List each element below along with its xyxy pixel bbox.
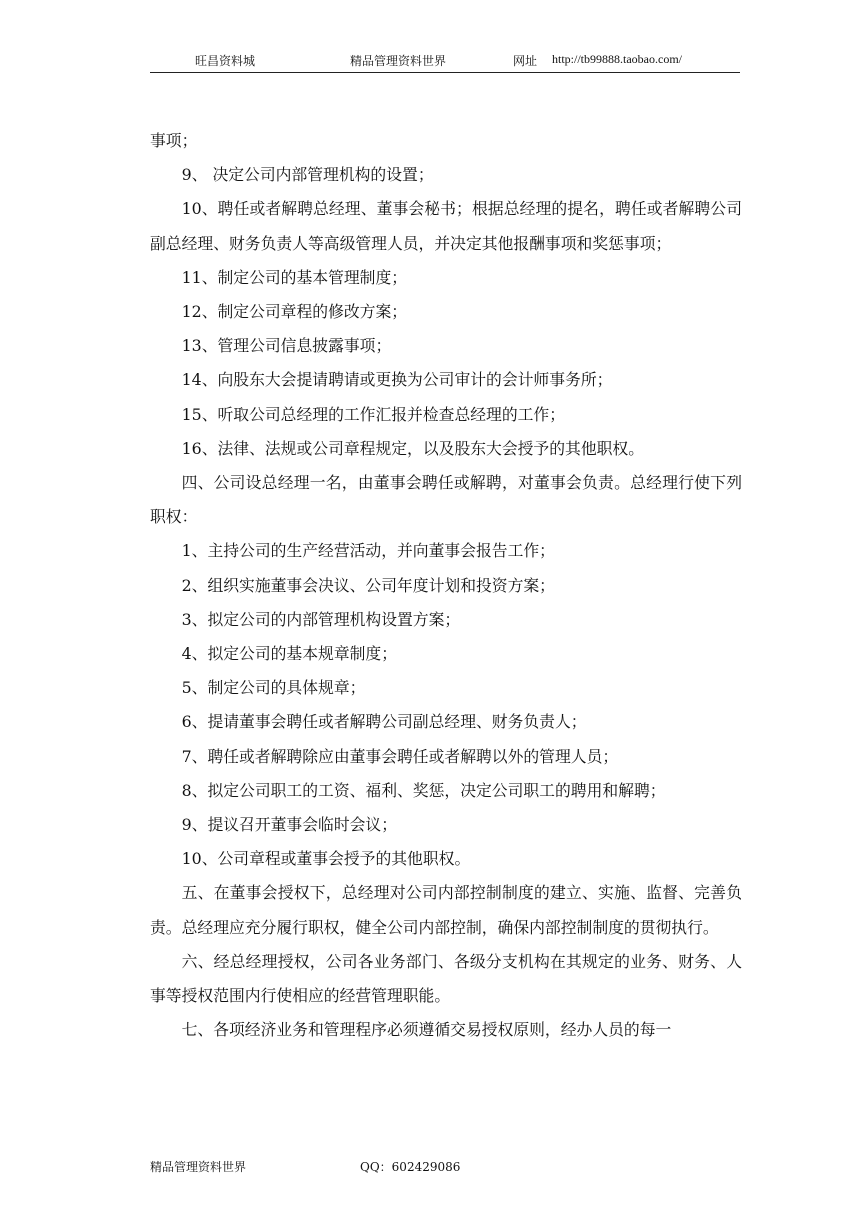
paragraph: 11、制定公司的基本管理制度； (181, 267, 408, 287)
paragraph: 五、在董事会授权下，总经理对公司内部控制制度的建立、实施、监督、完善负责。总经理应充分履行职权，健全公司内部控制，确保内部控制制度的贯彻执行。 (150, 883, 742, 937)
paragraph: 5、制定公司的具体规章； (181, 678, 366, 698)
footer-site-name: 精品管理资料世界 (150, 1160, 247, 1174)
paragraph: 9、 决定公司内部管理机构的设置； (181, 165, 434, 185)
paragraph: 8、拟定公司职工的工资、福利、奖惩，决定公司职工的聘用和解聘； (181, 780, 666, 800)
paragraph: 16、法律、法规或公司章程规定，以及股东大会授予的其他职权。 (181, 438, 645, 458)
paragraph: 10、聘任或者解聘总经理、董事会秘书；根据总经理的提名，聘任或者解聘公司副总经理、财务负责人等高级管理人员，并决定其他报酬事项和奖惩事项； (150, 199, 742, 253)
paragraph: 3、拟定公司的内部管理机构设置方案； (181, 609, 461, 629)
header-url: http://tb99888.taobao.com/ (552, 52, 682, 66)
document-body (150, 124, 742, 1047)
paragraph: 4、拟定公司的基本规章制度； (181, 644, 398, 664)
page-header (150, 50, 740, 73)
paragraph: 四、公司设总经理一名，由董事会聘任或解聘，对董事会负责。总经理行使下列职权： (150, 473, 742, 527)
paragraph: 事项； (150, 131, 198, 150)
paragraph: 14、向股东大会提请聘请或更换为公司审计的会计师事务所； (181, 370, 613, 390)
paragraph: 6、提请董事会聘任或者解聘公司副总经理、财务负责人； (181, 712, 587, 732)
paragraph: 七、各项经济业务和管理程序必须遵循交易授权原则，经办人员的每一 (181, 1020, 672, 1040)
paragraph: 9、提议召开董事会临时会议； (181, 815, 398, 835)
paragraph: 15、听取公司总经理的工作汇报并检查总经理的工作； (181, 404, 566, 424)
paragraph: 13、管理公司信息披露事项； (181, 336, 392, 356)
paragraph: 1、主持公司的生产经营活动，并向董事会报告工作； (181, 541, 555, 561)
header-site-name: 旺昌资料城 (195, 54, 256, 68)
paragraph: 2、组织实施董事会决议、公司年度计划和投资方案； (181, 575, 555, 595)
header-title: 精品管理资料世界 (350, 54, 447, 68)
header-url-label: 网址 (513, 54, 538, 68)
paragraph: 10、公司章程或董事会授予的其他职权。 (181, 849, 471, 869)
footer-qq: QQ：602429086 (360, 1160, 461, 1174)
paragraph: 7、聘任或者解聘除应由董事会聘任或者解聘以外的管理人员； (181, 746, 619, 766)
paragraph: 12、制定公司章程的修改方案； (181, 302, 408, 322)
paragraph: 六、经总经理授权，公司各业务部门、各级分支机构在其规定的业务、财务、人事等授权范围内行使相应的经营管理职能。 (150, 951, 742, 1006)
